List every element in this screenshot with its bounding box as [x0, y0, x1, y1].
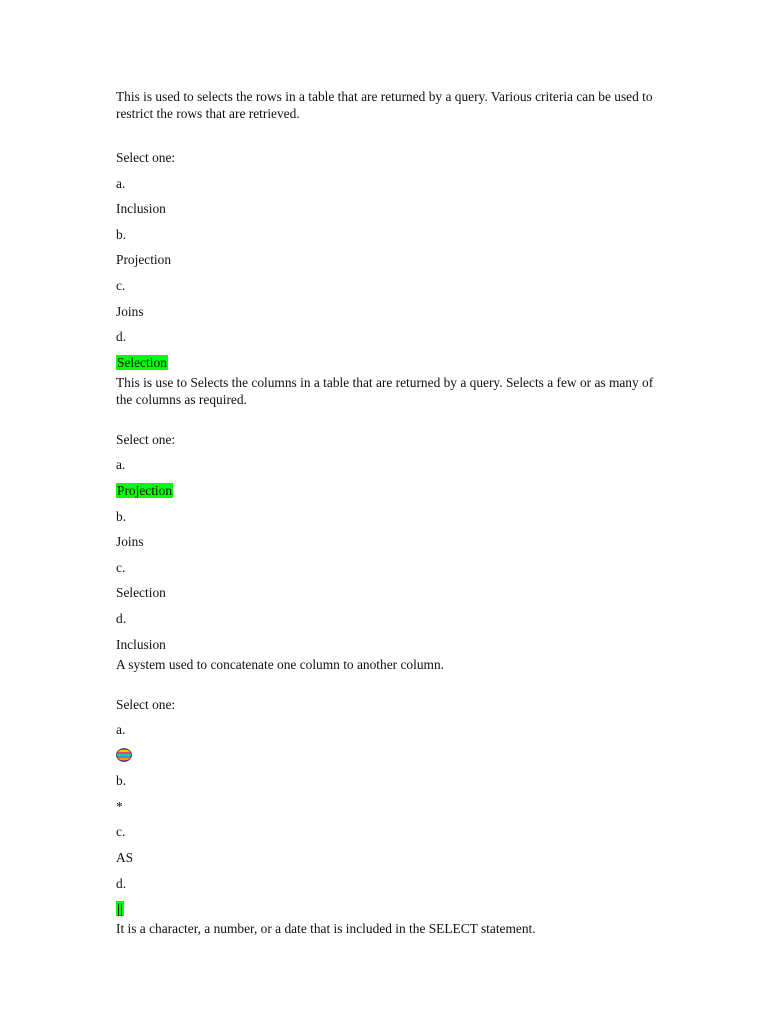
- option-letter: a.: [116, 175, 126, 191]
- option-letter: a.: [116, 722, 126, 738]
- select-one-prompt: Select one:: [116, 431, 176, 447]
- striped-coin-icon[interactable]: [116, 748, 132, 762]
- option-letter: c.: [116, 824, 126, 840]
- option-letter: d.: [116, 329, 127, 345]
- option-concat-operator-answer[interactable]: ||: [117, 901, 123, 917]
- question-3: [116, 656, 676, 918]
- question-2: [116, 374, 676, 653]
- option-joins[interactable]: Joins: [116, 534, 144, 550]
- option-selection[interactable]: Selection: [116, 585, 166, 601]
- question-text: It is a character, a number, or a date that is included in the SELECT statement.: [116, 921, 536, 937]
- question-text: This is use to Selects the columns in a table that are returned by a query. Selects a few or as many of the columns as required.: [116, 374, 654, 407]
- option-letter: b.: [116, 773, 127, 789]
- option-inclusion[interactable]: Inclusion: [116, 201, 166, 217]
- option-projection-answer[interactable]: Projection: [117, 482, 173, 498]
- quiz-document: [116, 88, 676, 937]
- option-projection[interactable]: Projection: [116, 252, 172, 268]
- question-1: [116, 88, 676, 371]
- select-one-prompt: Select one:: [116, 696, 176, 712]
- option-letter: a.: [116, 457, 126, 473]
- option-asterisk[interactable]: *: [116, 798, 123, 814]
- option-selection-answer[interactable]: Selection: [117, 354, 167, 370]
- question-4: [116, 920, 676, 937]
- option-letter: b.: [116, 226, 127, 242]
- option-letter: d.: [116, 875, 127, 891]
- select-one-prompt: Select one:: [116, 150, 176, 165]
- option-as[interactable]: AS: [116, 850, 134, 866]
- question-text: This is used to selects the rows in a table that are returned by a query. Various criteria can be used to restrict the rows that are retrieved.: [116, 89, 653, 121]
- option-joins[interactable]: Joins: [116, 303, 144, 319]
- option-letter: d.: [116, 610, 127, 626]
- option-inclusion[interactable]: Inclusion: [116, 636, 166, 652]
- option-icon-row[interactable]: [116, 747, 676, 764]
- question-text: A system used to concatenate one column to another column.: [116, 656, 444, 672]
- option-letter: b.: [116, 508, 127, 524]
- option-letter: c.: [116, 559, 126, 575]
- option-letter: c.: [116, 277, 126, 293]
